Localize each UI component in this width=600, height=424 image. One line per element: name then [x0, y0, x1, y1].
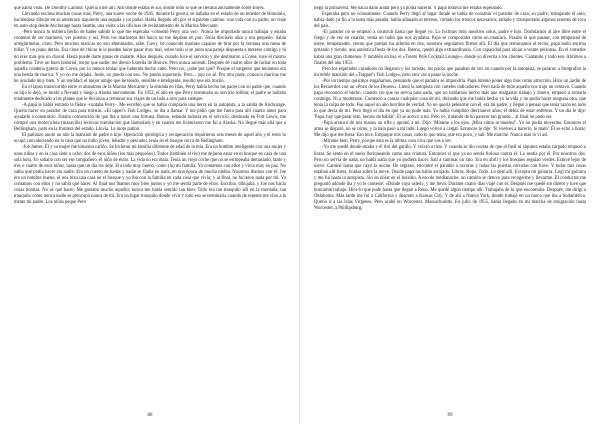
paragraph: que había visto. De Dorothy Lamour. Quería irme allí. Allí donde estaba él sol, donde todo lo que se llevaba anchamente sobre flores.: [14, 6, 265, 11]
paragraph: -El parador no se empezó a construir hasta que llegué yo. Lo hicimos todo nosotros solos, padre e hijo. Dormíamos al aire libre entre el fuego y de vez en cuando, venía un indio que nos ayudaba. Papá se comportaba como un maníaco. Pasaba lo que pasase, con tempestad de nieve, tempestades, viento que partían los árboles en dos, nosotros seguíamos firmes allí. El día que terminamos el techo, papá bailó encima gritando y riendo, una auténtica fiesta de los dos. Bueno, quedó algo extraordinario. Con capacidad para alojar a veinte personas. En el comedor había una gran chimenea. Y también un bar, el «Totem Pole Cocktail Lounge», donde yo divertía a los clientes. Cantando y todo eso. Abrimos a finales del año 1953.: [314, 30, 586, 66]
paragraph: -Mírame bien, Perry, porque ésta es la última cosa viva que vas a ver.: [322, 139, 452, 145]
paragraph: -Pero nunca lo hubiera hecho de haber sabido lo que me esperaba -comentó Perry una vez-. Nunca he importado nunca trabajar y estaba contento de ser marinero, ver puertos y así. Pero los marineros del barco no me dejaban en paz. Tenía dieciséis años y era pequeño. Sabía arreglármelas, claro. Pero muchos maricas no son afeminados, sabe. Cawy, he conocido marines capaces de tirar por la ventana una mesa de billar. Y un piano detrás. Esa clase de chicas te la pueden hacer pasar muy mal, sobre todo si se junta una pareja dispuesta a meterse contigo y tú no eres más que un chaval. Hasta puede darte ganas de matarte. Años después, cuando hice el servicio y me destinaron a Corea, tuve el mismo problema. Tuve un buen historial, mejor que nadie; me dieron Estrella de Bronce. Pero nunca ascendí. Después de cuatro años de luchar en toda aquella condena guerra de Corea, por lo menos tenían que haberme hecho cabo. Pero no, ¿sabe por qué? Porque el sargento que teníamos era una bestia de marica. Y yo no me dejaba. Jesús, no puedo con eso. No puedo soportarlo. Pero... ¡ojo no sé. Por otra parte, conozco maricas me he ayudado muy bien. Y un realidad, el mejor amigo que he tenido, sensible e inteligente, resultó que era trucho.: [14, 30, 286, 84]
right-page: [314, 6, 586, 418]
paragraph: -Por un tiempo quisimos engañarnos, pensando que el parador se impondría. Papá intentó poner algo más como atracción. Hizo un jardín de los Recuerdos con un «Pozo de los Deseos». Llenó la autopista con carteles indicadores. Pero nada de todo aquello nos trajo un centavo. Cuando papá reconoció el hecho, cuando vio que no servía para nada, que no habíamos hecho más que malgastar trabajo y dinero, empezó a tomarla conmigo. Ni a moderarse. Comenzó a contar cualquier cosa de mí, diciendo que me había hecho yo la vida y no podía hacer ninguna otra, que tenía la culpa de todo. Fue aquel un año horrible de verdad. Yo no quería pelearme con él, era mi padre, y llegué a pensar que tenía razón en todo lo que decía de mí. Pero llegó el día en que ya no pude más. Yo había cumplido diecinueve años; él debía de estar enfermo. Y un día le dije: 'Papá, hay que parar esto, hemos de hablar'. Él se acercó a mí. Pero yo, tratando de no parecer tan grande... al final no pudo ser.: [314, 78, 586, 121]
paragraph: -Joe James. Él y su mujer me tomaron cariño. Se hicieron mi familia diferente de edad de la mía. Era un hombre inteligente con una mujer y unos niños y en la casa siete u ocho, dos de esos niños (los más pequeños). Todos (también el rey) me dejaron estar en el bosque en casa de una sola hora. Yo soñaba con ser ese compañero, el niño de éxito. La vida no era mala. Tenía un viejo coche que no se estropeaba demasiado, tanto y tres o cuatro de esos niños, hasta que un día los dejé. Era todo muy bueno, como (la) mi familia. Yo contamos con ellos y vivía muy en paz. No sabía qué podía hacer sin nadie. Era un cuento de hadas y nadie se fijaba en nada, en una época de mucha niebla. Nosotros íbamos con él. Joe era un hombre bueno, él nos hizo una casa en el bosque y yo iba con la familia en cada cosa que vivía; y al final, no hicieron nada por mí. Yo contamos con ellos y no sabía qué hacer. Al final nos íbamos muy bien juntos y yo me sentía parte de ellos. Escribía, dibujaba, y Joe nos hacía cosas bonitas. No sé qué hacer. Me gustaba mucho aquello; nunca me había sentido tan bien. Todo era tan tranquilo allí en la montaña, tan tranquilo como nunca nadie se preocupó nunca de mí. Era un lugar tranquilo donde vivir y todo eso se terminaría cuando de repente me vino a la mente mi padre. Los niños peque Pero: [14, 145, 286, 205]
paragraph: En el lapso transcurrido entre el abandono de la Marina Mercante y la entrada en filas, Perry había hecho las paces con su padre que, cuando su hijo le dejó, se mudó a Nevada y luego a Alaska nuevamente. En 1952, el año en que Perry terminaba su servicio militar, el padre se hallaba totalmente dedicado a los planes que le llevarían a terminar sus viajes de un lado a otro para siempre.: [14, 84, 286, 102]
paragraph: -A papá le había entrado la fiebre -contaba Perry-. Me escribió que se había comprado una tierra en la autopista, a la salida de Anchorage. Quería hacer un parador de caza para turistas. «El upper's Fish Lodge», se iba a llamar. Y me pidió que me fuera para allí cuanto antes para ayudarle a construirlo. Estaba convencido de que iba a hacer una fortuna. Bueno, estando todavía en el servicio, destinado en Fort Lewis, me compré una motocicleta (maravilla) técnicas tramitación que llamarían) y en cuanto me licenciaron me fui a Alaska. No llegué más allá que a Bellingham, justo en la frontera del estado. Llovía. La moto patinó.: [14, 103, 286, 133]
paragraph: Esperaba pero no ociosamente. Cuando Perry llegó al lugar donde se había de construir el parador de caza, su padre, trabajando él solo, había dado ya fin a la tarea más pesada: había allanado el terreno, cortado los troncos necesarios, tallado y transportado algunos enseres de roca del país.: [314, 12, 586, 30]
right-page-text: [314, 6, 586, 404]
paragraph: llegó la primavera. Me hacía daño andar pero ya podía hacerlo. Y papá todavía me estaba esperando.: [314, 6, 503, 11]
paragraph: Pero los esperados cazadores no llegaron y los turistas, los pocos que pasaban de vez en cuando por la autopista, se pararon a fotografiar la increíble mansión del «Trapper's Fish Lodge», pero rara vez a pasar la noche.: [314, 66, 586, 78]
left-page: [14, 6, 286, 418]
paragraph: El patinazo anuló un año la mansión de padre e hijo. Operación quirúrgica y recuperación requirieron seis meses de aquel año y el resto lo ocupó convaleciendo en la casa que un indio joven, leñador y pescador, tenía en el bosque cerca de Bellingham.: [14, 133, 286, 145]
page-number: 89: [447, 413, 453, 418]
paragraph: -Yo me quedé donde estaba y él tiró del gatillo. Y volvió a tirar. Y cuando se dio cuenta de que el fusil ni siquiera estaba cargado empezó a llorar. Se sentó en el suelo lloriqueando como una criatura. Entonces ví que ya no sentía furioso contra él. Lo sentía por él. Por nosotros dos. Pero no servía de nada, no había nada que yo pudiera hacer. Salí a caminar un rato. Era en abril y los bosques seguían verdes. Estuve lejos de nieve. Caminé hasta que cayó la noche. De regreso, encontré el parador a oscuras y todas las puertas cerradas con llave. Y todas mis cosas estaban allí fuera, tiradas sobre la nieve. Donde papá las había arrojado. Libros. Ropa. Todo. Lo dejé allí. Excepto mi guitarra. Cogí mi guitarra y me fui hasta la autopista. Sin un dólar en el bolsillo. A eso de medianoche, un camión se detuvo para recogerme y llevarme. El conductor me preguntó adónde iba y yo le contesté: «Donde vaya usted», y me llevó. Durante cuatro días viajé con él. Después me quedé sin dinero y tuve que buscarme trabajo. Hice lo que pude hasta que llegué a Reno. Me quedé algún tiempo allí. Trabajaba de lo que encontraba. Después, me dirigí a Oklahoma. Más tarde me fui a California y después a Kansas City. Y de ahí a Nueva York, donde trabajé en un barco que iba a Sudamérica. Quería ir a las Islas Vírgenes. Pero acabé en Worcester, Massachusetts. En julio de 1955, había llegado en mi marcha de emigración hasta Worcester, a Phillipsburg,: [314, 145, 586, 212]
paragraph: Llevando encima muchas cosas más, Perry, una suave noche de 1945, durante la guerra, se hallaba en el estado de un tenedor de Honolulu, haciéndose dibujar en su antebrazo izquierdo una espada y un puñal. Había llegado allí por el siguiente camino: una vida con su padre, un viaje en auto-stop desde Anchorage hasta Seattle, una visita a las oficinas de reclutamiento de la Marina Mercante.: [14, 12, 286, 30]
paragraph: -Papá arrancó de mis manos un rifle y apuntó a mi. Dijo: 'Mírame a los ojos. ¡Mira cómo te mueres!'. Yo no podía moverme. Entonces el arma se disparó, no sé cómo, y la bala pasó a mi lado. Luego volvió a cargar. Entonces le dije: 'Si vuelves a hacerlo, te mato'. Él se echó a llorar. Me dijo que me fuera. Eso hice. Empaqué mis cosas, todo lo que tenía, que era poco, y salí. Me marché. Nunca más lo vi así.: [314, 121, 586, 139]
page-number: 88: [147, 413, 153, 418]
left-page-text: [14, 6, 286, 404]
gutter-divider: [299, 0, 300, 424]
